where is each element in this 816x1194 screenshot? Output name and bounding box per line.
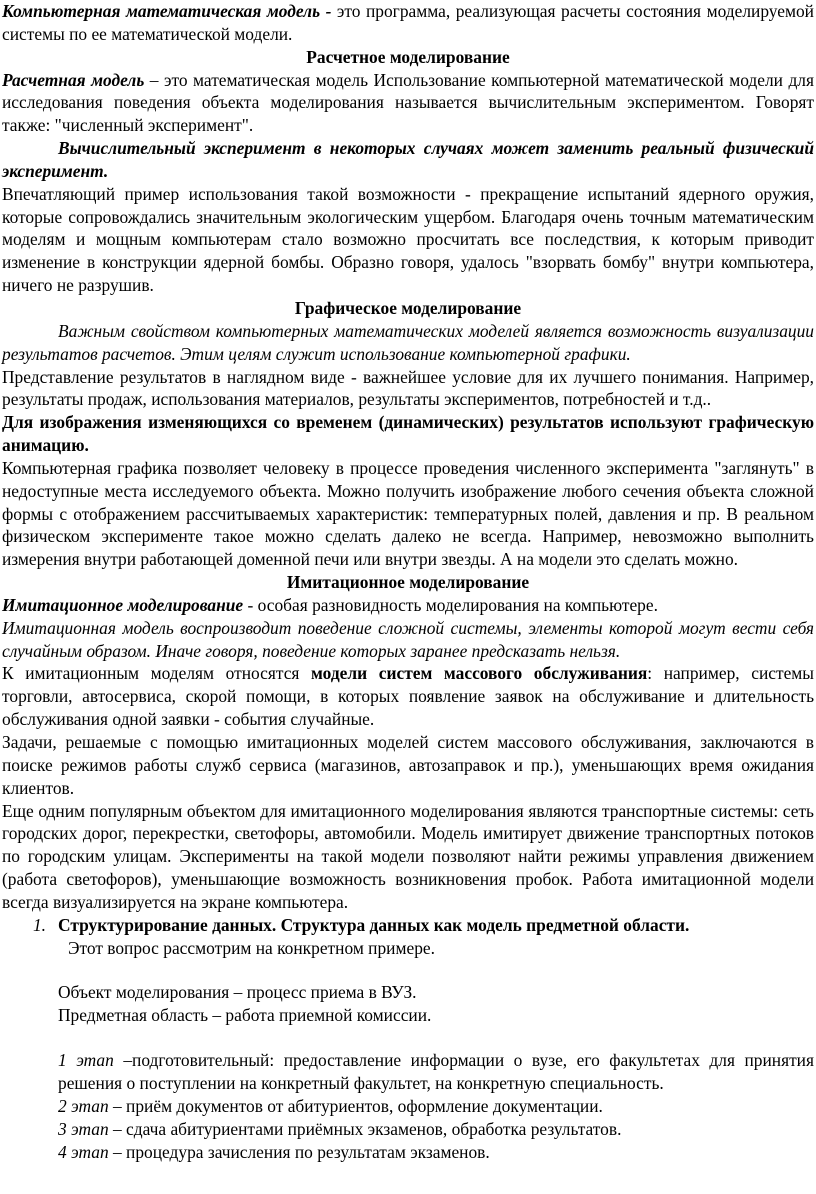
stage-item: 3 этап – сдача абитуриентами приёмных экзаменов, обработка результатов. [58,1118,622,1139]
modeling-object-block [2,981,814,1027]
paragraph-object: Объект моделирования – процесс приема в ВУЗ. [58,982,417,1003]
paragraph-queue-tasks: Задачи, решаемые с помощью имитационных моделей систем массового обслуживания, заключаются в поиске режимов работы служб сервиса (магазинов, автозаправок и пр.), уменьшающих время ожидания клиентов. [2,732,814,798]
stage-item: 2 этап – приём документов от абитуриентов, оформление документации. [58,1095,603,1116]
term-simulation: Имитационное моделирование [2,594,244,615]
paragraph-presentation: Представление результатов в наглядном виде - важнейшее условие для их лучшего понимания. Например, результаты продаж, использования материалов, результаты экспериментов, потребностей и т.д.. [2,366,814,410]
paragraph-calc-model: Расчетная модель – это математическая модель Использование компьютерной математической модели для исследования поведения объекта моделирования называется вычислительным экспериментом. Говорят также: "численный эксперимент". [2,69,814,136]
list-item-structuring [2,914,814,937]
paragraph-queue-systems: К имитационным моделям относятся модели систем массового обслуживания: например, системы торговли, автосервиса, скорой помощи, в которых появление заявок на обслуживание и длительность обслуживания одной заявки - события случайные. [2,663,814,730]
term-computer-model: Компьютерная математическая модель - [2,1,332,21]
paragraph-simulation-def: Имитационное моделирование - особая разновидность моделирования на компьютере. [2,594,658,615]
paragraph-emphasis: Вычислительный эксперимент в некоторых случаях может заменить реальный физический эксперимент. [2,138,814,181]
stage-item: 1 этап –подготовительный: предоставление информации о вузе, его факультетах для принятия решения о поступлении на конкретный факультет, на конкретную специальность. [58,1050,814,1093]
paragraph-definition: Компьютерная математическая модель - это программа, реализующая расчеты состояния моделируемой системы по ее математической модели. [2,1,814,44]
stages-list [2,1049,814,1163]
heading-graphic-modeling: Графическое моделирование [294,297,522,318]
paragraph-computer-graphics: Компьютерная графика позволяет человеку в процессе проведения численного эксперимента "заглянуть" в недоступные места исследуемого объекта. Можно получить изображение любого сечения объекта сложной формы с отображением рассчитываемых характеристик: температурных полей, давления и пр. В реальном физическом эксперименте такое можно сделать далеко не всегда. Например, невозможно выполнить измерения внутри работающей доменной печи или внутри звезды. А на модели это сделать можно. [2,457,814,570]
paragraph-visualization: Важным свойством компьютерных математических моделей является возможность визуализации результатов расчетов. Этим целям служит использование компьютерной графики. [2,320,814,364]
heading-simulation-modeling: Имитационное моделирование [286,572,530,593]
paragraph-example-intro: Этот вопрос рассмотрим на конкретном примере. [68,937,435,958]
paragraph-transport: Еще одним популярным объектом для имитационного моделирования являются транспортные системы: сеть городских дорог, перекрестки, светофоры, автомобили. Модель имитирует движение транспортных потоков по городским улицам. Эксперименты на такой модели позволяют найти режимы управления движением (работа светофоров), уменьшающие возможность возникновения пробок. Работа имитационной модели всегда визуализируется на экране компьютера. [2,800,814,912]
list-title: Структурирование данных. Структура данных как модель предметной области. [58,914,690,935]
heading-calc-modeling: Расчетное моделирование [306,46,510,67]
paragraph-simulation-model: Имитационная модель воспроизводит поведение сложной системы, элементы которой могут вести себя случайным образом. Иначе говоря, поведение которых заранее предсказать нельзя. [2,617,814,661]
paragraph-nuclear-example: Впечатляющий пример использования такой возможности - прекращение испытаний ядерного оружия, которые сопровождались значительным экологическим ущербом. Благодаря очень точным математическим моделям и мощным компьютерам стало возможно просчитать все последствия, к которым приводит изменение в конструкции ядерной бомбы. Образно говоря, удалось "взорвать бомбу" внутри компьютера, ничего не разрушив. [2,183,814,296]
stage-item: 4 этап – процедура зачисления по результатам экзаменов. [58,1141,490,1162]
term-calc-model: Расчетная модель [2,69,145,90]
paragraph-domain: Предметная область – работа приемной комиссии. [58,1005,432,1026]
list-number: 1. [32,914,46,935]
paragraph-animation: Для изображения изменяющихся со временем (динамических) результатов используют графическую анимацию. [2,412,814,456]
